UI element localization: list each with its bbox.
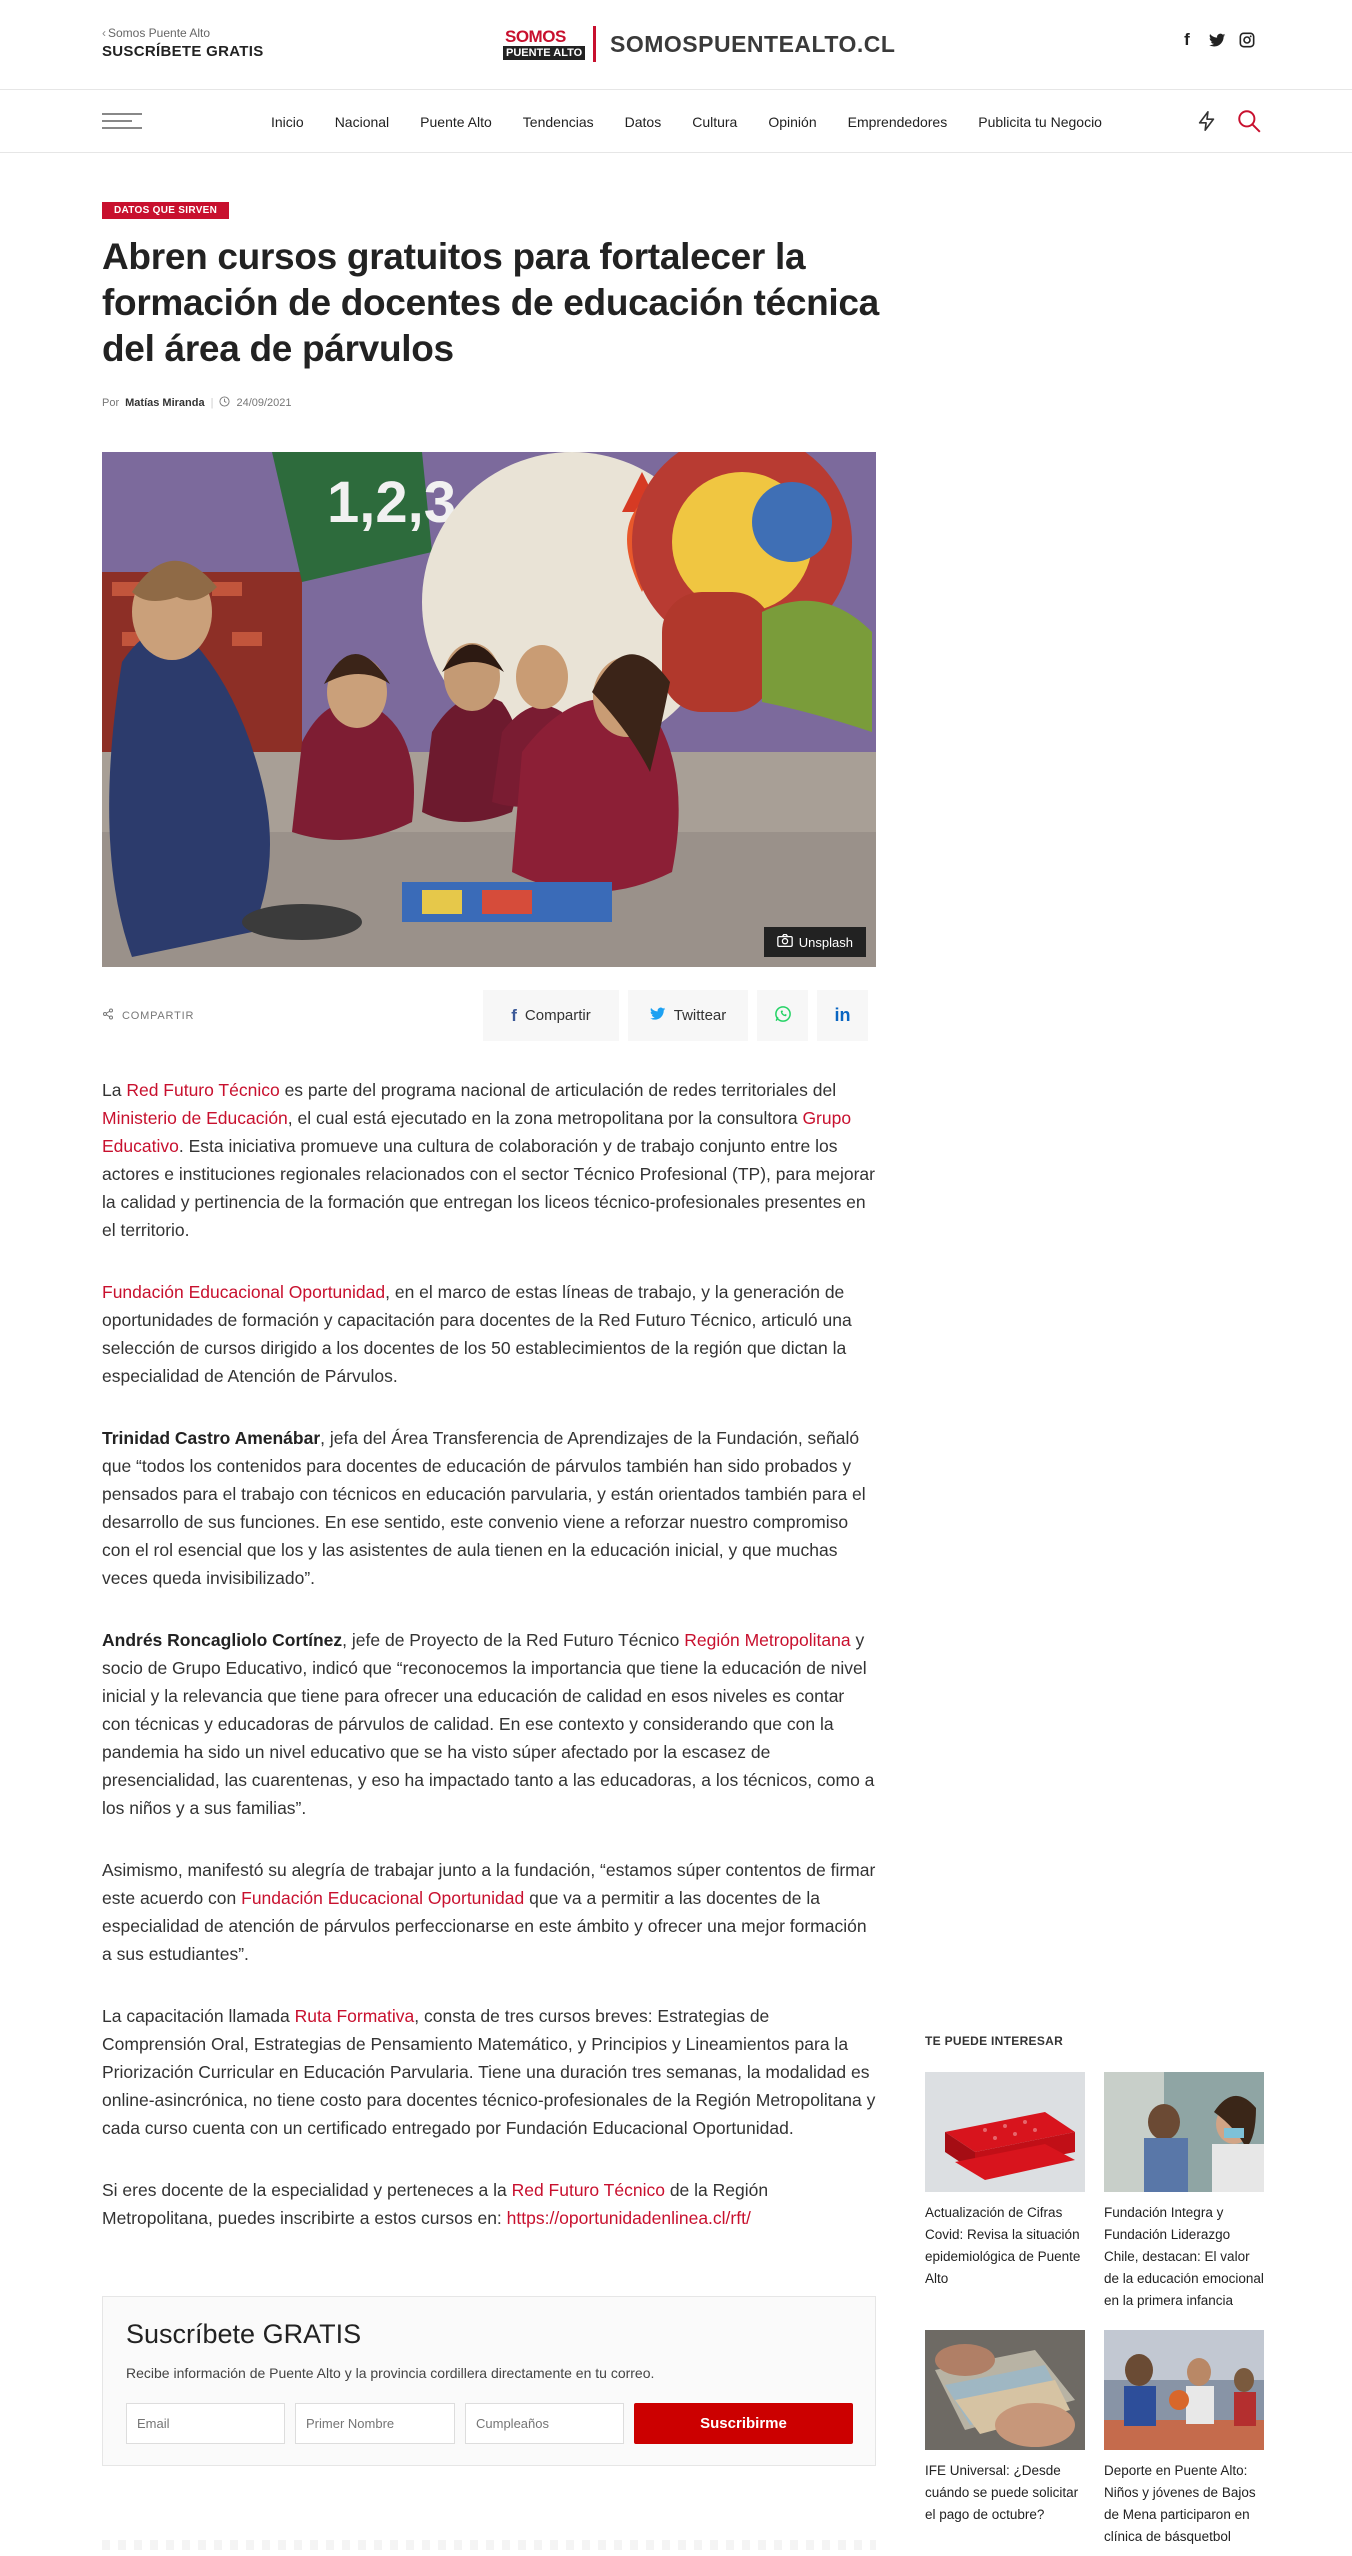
- link-ruta-formativa[interactable]: Ruta Formativa: [294, 2006, 415, 2026]
- camera-icon: [777, 934, 793, 950]
- article-meta: [102, 396, 292, 410]
- nav-item-inicio[interactable]: Inicio: [271, 114, 304, 130]
- nav-item-nacional[interactable]: Nacional: [334, 114, 390, 130]
- article-title: Abren cursos gratuitos para fortalecer la formación de docentes de educación técnica del área de párvulos: [102, 236, 879, 369]
- top-small-label: Somos Puente Alto: [108, 26, 211, 40]
- newsletter-form: [102, 2296, 876, 2466]
- related-article-card[interactable]: [925, 2072, 1085, 2290]
- paragraph-2: Fundación Educacional Oportunidad, en el marco de estas líneas de trabajo, y la generación de oportunidades de formación y capacitación para docentes de la Red Futuro Técnico, articuló una selección de cursos dirigido a los docentes de los 50 establecimientos de la región que dictan la especialidad de Atención de Párvulos.: [102, 1282, 852, 1386]
- share-facebook-button[interactable]: f Compartir: [483, 990, 619, 1041]
- person-name: Trinidad Castro Amenábar: [102, 1428, 321, 1448]
- logo-top-text: SOMOS: [505, 27, 566, 46]
- paragraph-4: Andrés Roncagliolo Cortínez, jefe de Proyecto de la Red Futuro Técnico Región Metropolitana y socio de Grupo Educativo, indicó que “reconocemos la importancia que tiene la educación de nivel inicial y la relevancia que tiene para ofrecer una educación de calidad en esos niveles es contar con técnicas y educadoras de párvulos de calidad. En ese contexto y considerando que con la pandemia ha sido un nivel educativo que se ha visto súper afectado por la escasez de presencialidad, las cuarentenas, y eso ha impactado tanto a las educadoras, a los técnicos, como a los niños y a sus familias”.: [102, 1630, 875, 1818]
- main-navigation: [0, 91, 1352, 153]
- article-card-title: IFE Universal: ¿Desde cuándo se puede solicitar el pago de octubre?: [925, 2463, 1079, 2522]
- logo-site-name: SOMOSPUENTEALTO.CL: [610, 30, 896, 57]
- paragraph-3: Trinidad Castro Amenábar, jefa del Área Transferencia de Aprendizajes de la Fundación, señaló que “todos los contenidos para docentes de educación de párvulos también han sido probados y pensados para el trabajo con técnicos en educación parvularia, y están orientados también para el desarrollo de sus funciones. En ese sentido, este convenio viene a reforzar nuestro compromiso con el rol esencial que los y las asistentes de aula tienen en la educación inicial, y que muchas veces queda invisibilizado”.: [102, 1428, 866, 1588]
- logo-bottom-text: PUENTE ALTO: [503, 46, 585, 60]
- twitter-icon[interactable]: [1208, 30, 1226, 50]
- related-article-card[interactable]: [925, 2330, 1085, 2526]
- link-red-futuro-tecnico[interactable]: Red Futuro Técnico: [126, 1080, 280, 1100]
- article-thumbnail: [1104, 2072, 1264, 2192]
- sidebar-heading: TE PUEDE INTERESAR: [925, 2034, 1064, 2048]
- link-grupo-educativo[interactable]: Grupo Educativo: [102, 1108, 852, 1156]
- subscribe-label: SUSCRÍBETE GRATIS: [102, 43, 264, 60]
- newsletter-description: Recibe información de Puente Alto y la provincia cordillera directamente en tu correo.: [126, 2365, 655, 2381]
- svg-text:1,2,3: 1,2,3: [327, 470, 456, 535]
- link-inscripcion-url[interactable]: https://oportunidadenlinea.cl/rft/: [506, 2208, 751, 2228]
- flash-icon[interactable]: [1196, 109, 1218, 138]
- meta-separator: |: [210, 397, 214, 409]
- share-buttons: [483, 990, 868, 1041]
- article-thumbnail: [925, 2330, 1085, 2450]
- hero-image: [102, 452, 876, 967]
- subscribe-link[interactable]: [102, 26, 264, 60]
- top-bar: [0, 0, 1352, 90]
- search-icon[interactable]: [1236, 108, 1262, 139]
- logo-divider: [593, 26, 596, 62]
- paragraph-1: La Red Futuro Técnico es parte del programa nacional de articulación de redes territoriales del Ministerio de Educación, el cual está ejecutado en la zona metropolitana por la consultora Grupo Educativo. Esta iniciativa promueve una cultura de colaboración y de trabajo conjunto entre los actores e instituciones regionales relacionados con el sector Técnico Profesional (TP), para mejorar la calidad y pertinencia de la formación que entregan los liceos técnico-profesionales presentes en el territorio.: [102, 1080, 875, 1240]
- paragraph-7: Si eres docente de la especialidad y perteneces a la Red Futuro Técnico de la Región Metropolitana, puedes inscribirte a estos cursos en: https://oportunidadenlinea.cl/rft/: [102, 2180, 769, 2228]
- nav-item-cultura[interactable]: Cultura: [692, 114, 738, 130]
- article-card-title: Deporte en Puente Alto: Niños y jóvenes de Bajos de Mena participaron en clínica de básquetbol: [1104, 2463, 1256, 2544]
- share-whatsapp-button[interactable]: [757, 990, 808, 1041]
- nav-item-puente-alto[interactable]: Puente Alto: [420, 114, 492, 130]
- site-logo[interactable]: [503, 24, 895, 64]
- birthday-field[interactable]: [465, 2403, 624, 2444]
- article-thumbnail: [1104, 2330, 1264, 2450]
- facebook-icon: f: [511, 1005, 517, 1025]
- link-ministerio-educacion[interactable]: Ministerio de Educación: [102, 1108, 288, 1128]
- author-name[interactable]: Matías Miranda: [125, 397, 205, 409]
- publish-date: 24/09/2021: [236, 397, 292, 409]
- clock-icon: [219, 396, 230, 410]
- photo-credit: Unsplash: [798, 934, 853, 950]
- link-fundacion-oportunidad[interactable]: Fundación Educacional Oportunidad: [102, 1282, 386, 1302]
- nav-item-opinion[interactable]: Opinión: [768, 114, 817, 130]
- article-card-title: Fundación Integra y Fundación Liderazgo Chile, destacan: El valor de la educación emocional en la primera infancia: [1104, 2205, 1264, 2308]
- link-red-futuro-tecnico[interactable]: Red Futuro Técnico: [511, 2180, 665, 2200]
- nav-item-emprendedores[interactable]: Emprendedores: [847, 114, 948, 130]
- article-thumbnail: [925, 2072, 1085, 2192]
- nav-item-publicita[interactable]: Publicita tu Negocio: [978, 114, 1102, 130]
- whatsapp-icon: [774, 1005, 792, 1027]
- social-links: [1178, 30, 1256, 50]
- twitter-icon: [650, 1007, 666, 1025]
- link-fundacion-oportunidad[interactable]: Fundación Educacional Oportunidad: [241, 1888, 525, 1908]
- share-icon: [102, 1008, 114, 1023]
- arrow-left-icon: ‹: [102, 26, 106, 40]
- link-region-metropolitana[interactable]: Región Metropolitana: [684, 1630, 851, 1650]
- paragraph-6: La capacitación llamada Ruta Formativa, consta de tres cursos breves: Estrategias de Comprensión Oral, Estrategias de Pensamiento Matemático, y Principios y Lineamientos para la Priorización Curricular en Educación Parvularia. Tiene una duración tres semanas, la modalidad es online-asincrónica, no tiene costo para docentes técnico-profesionales de la Región Metropolitana y cada curso cuenta con un certificado entregado por Fundación Educacional Oportunidad.: [102, 2006, 876, 2138]
- email-field[interactable]: [126, 2403, 285, 2444]
- instagram-icon[interactable]: [1238, 30, 1256, 50]
- newsletter-title: Suscríbete GRATIS: [126, 2319, 362, 2349]
- share-label: COMPARTIR: [102, 1008, 194, 1023]
- photo-credit-badge[interactable]: [764, 927, 866, 957]
- paragraph-5: Asimismo, manifestó su alegría de trabajar junto a la fundación, “estamos súper contentos de firmar este acuerdo con Fundación Educacional Oportunidad que va a permitir a las docentes de la especialidad de atención de párvulos perfeccionarse en este ámbito y ofrecer una mejor formación a sus estudiantes”.: [102, 1860, 876, 1964]
- linkedin-icon: in: [834, 1005, 851, 1025]
- footer-divider: [102, 2540, 876, 2550]
- by-label: Por: [102, 397, 120, 409]
- category-badge[interactable]: DATOS QUE SIRVEN: [102, 202, 229, 219]
- related-article-card[interactable]: [1104, 2072, 1264, 2312]
- share-linkedin-button[interactable]: [817, 990, 868, 1041]
- share-twitter-button[interactable]: Twittear: [628, 990, 748, 1041]
- first-name-field[interactable]: [295, 2403, 455, 2444]
- subscribe-button[interactable]: Suscribirme: [634, 2403, 853, 2444]
- nav-menu: [271, 91, 1133, 153]
- related-article-card[interactable]: [1104, 2330, 1264, 2548]
- nav-item-datos[interactable]: Datos: [624, 114, 662, 130]
- nav-item-tendencias[interactable]: Tendencias: [522, 114, 594, 130]
- article-card-title: Actualización de Cifras Covid: Revisa la situación epidemiológica de Puente Alto: [925, 2205, 1081, 2286]
- facebook-icon[interactable]: f: [1184, 30, 1190, 49]
- article-body: [102, 1076, 876, 2266]
- person-name: Andrés Roncagliolo Cortínez: [102, 1630, 343, 1650]
- hamburger-menu-icon[interactable]: [102, 113, 142, 131]
